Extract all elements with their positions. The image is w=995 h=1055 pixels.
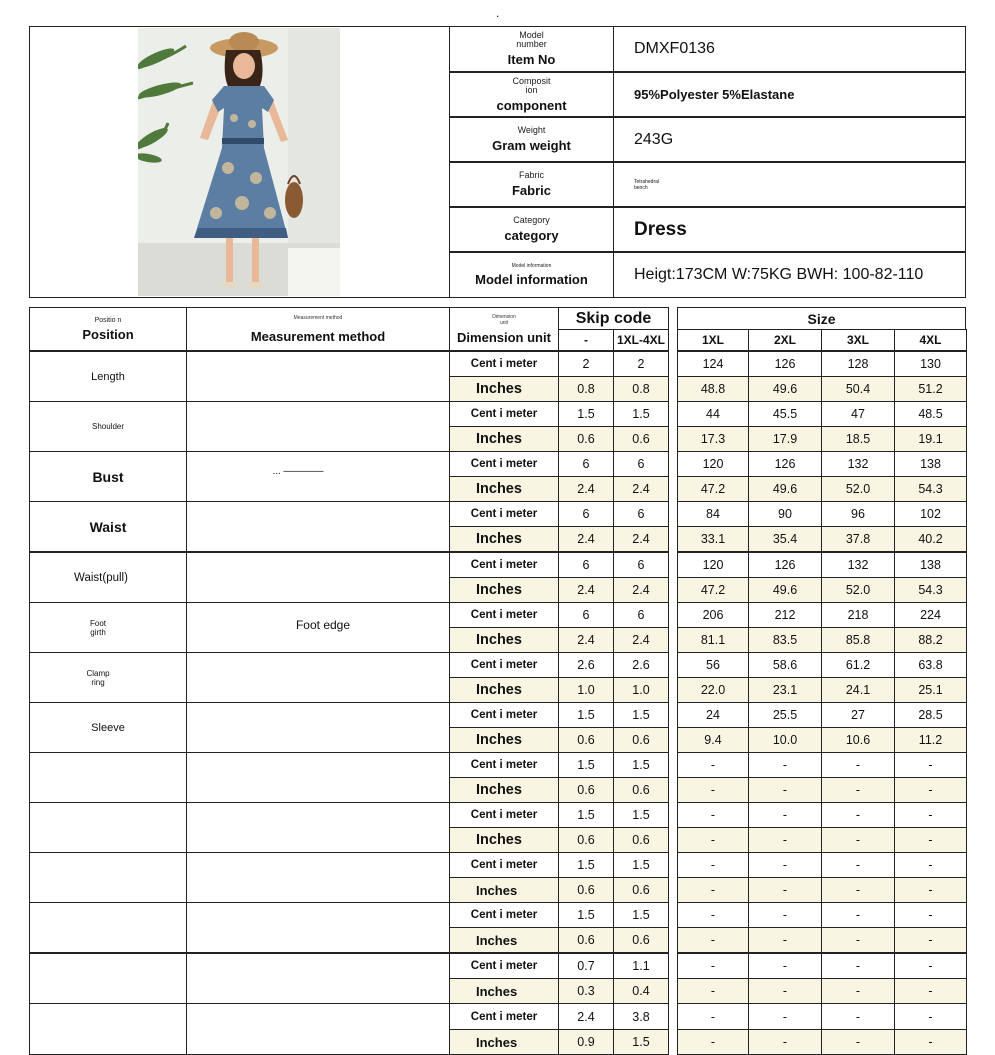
cm-value: - <box>677 953 749 979</box>
unit-inch-cell: Inches <box>449 727 559 753</box>
inch-value: 47.2 <box>677 476 749 502</box>
inch-value: 2.4 <box>558 526 614 552</box>
header-skip-code: Skip code <box>558 307 669 330</box>
inch-value: 0.3 <box>558 978 614 1004</box>
position-cell <box>29 852 187 903</box>
product-value-cell <box>613 26 966 72</box>
position-cell <box>29 401 187 452</box>
unit-inch-cell: Inches <box>449 1029 559 1055</box>
inch-value: 0.6 <box>613 426 669 452</box>
cm-value: 132 <box>821 552 895 578</box>
header-method-small: Measurement method <box>293 314 343 321</box>
header-size-col: 4XL <box>894 329 967 351</box>
unit-cm-cell: Cent i meter <box>449 451 559 477</box>
method-cell <box>186 802 450 853</box>
cm-value: 120 <box>677 552 749 578</box>
method-cell <box>186 602 450 653</box>
cm-value: - <box>894 1003 967 1030</box>
product-value-cell <box>613 207 966 252</box>
unit-cm-cell: Cent i meter <box>449 852 559 878</box>
cm-value: 1.5 <box>613 401 669 427</box>
unit-inch-cell: Inches <box>449 426 559 452</box>
method-cell <box>186 652 450 703</box>
cm-value: - <box>677 752 749 778</box>
inch-value: - <box>677 978 749 1004</box>
cm-value: - <box>894 852 967 878</box>
cm-value: - <box>748 902 822 928</box>
cm-value: 2.4 <box>558 1003 614 1030</box>
unit-cm-cell: Cent i meter <box>449 1003 559 1030</box>
inch-value: 0.6 <box>613 727 669 753</box>
inch-value: 0.6 <box>558 727 614 753</box>
inch-value: 25.1 <box>894 677 967 703</box>
inch-value: 2.4 <box>558 627 614 653</box>
inch-value: 10.0 <box>748 727 822 753</box>
inch-value: - <box>748 927 822 953</box>
unit-inch-cell: Inches <box>449 827 559 853</box>
inch-value: 52.0 <box>821 476 895 502</box>
inch-value: 11.2 <box>894 727 967 753</box>
cm-value: 2.6 <box>613 652 669 678</box>
cm-value: 6 <box>558 602 614 628</box>
cm-value: 56 <box>677 652 749 678</box>
inch-value: 17.3 <box>677 426 749 452</box>
cm-value: 58.6 <box>748 652 822 678</box>
position-cell <box>29 351 187 402</box>
cm-value: 128 <box>821 351 895 377</box>
product-label: Item No <box>507 52 556 67</box>
product-label-cell <box>449 26 614 72</box>
inch-value: 0.8 <box>558 376 614 402</box>
inch-value: - <box>748 1029 822 1055</box>
cm-value: 25.5 <box>748 702 822 728</box>
product-photo <box>138 28 340 296</box>
inch-value: - <box>677 1029 749 1055</box>
cm-value: - <box>821 1003 895 1030</box>
method-cell <box>186 752 450 803</box>
inch-value: 52.0 <box>821 577 895 603</box>
position-cell <box>29 501 187 552</box>
method-cell <box>186 852 450 903</box>
inch-value: - <box>821 827 895 853</box>
product-label: component <box>496 97 567 113</box>
product-label: Model information <box>475 272 588 287</box>
inch-value: - <box>894 1029 967 1055</box>
cm-value: 212 <box>748 602 822 628</box>
cm-value: - <box>821 852 895 878</box>
unit-inch-cell: Inches <box>449 526 559 552</box>
inch-value: 49.6 <box>748 577 822 603</box>
inch-value: 0.6 <box>613 827 669 853</box>
cm-value: - <box>821 953 895 979</box>
cm-value: 124 <box>677 351 749 377</box>
product-label-small: Category <box>513 215 550 225</box>
inch-value: 51.2 <box>894 376 967 402</box>
header-skip-col: 1XL-4XL <box>613 329 669 351</box>
product-value: Heigt:173CM W:75KG BWH: 100-82-110 <box>634 266 924 283</box>
position-label: Length <box>91 370 125 383</box>
inch-value: - <box>821 777 895 803</box>
cm-value: - <box>748 802 822 828</box>
cm-value: 0.7 <box>558 953 614 979</box>
cm-value: 28.5 <box>894 702 967 728</box>
header-method <box>186 307 450 351</box>
unit-cm-cell: Cent i meter <box>449 552 559 578</box>
inch-value: 22.0 <box>677 677 749 703</box>
header-unit <box>449 307 559 351</box>
inch-value: 19.1 <box>894 426 967 452</box>
cm-value: 126 <box>748 552 822 578</box>
method-label: ... ———— <box>272 466 324 477</box>
cm-value: 1.5 <box>558 702 614 728</box>
cm-value: - <box>677 852 749 878</box>
inch-value: - <box>677 927 749 953</box>
inch-value: 2.4 <box>613 577 669 603</box>
method-cell <box>186 451 450 502</box>
cm-value: 1.5 <box>558 752 614 778</box>
cm-value: 27 <box>821 702 895 728</box>
inch-value: - <box>821 978 895 1004</box>
cm-value: 1.5 <box>613 802 669 828</box>
inch-value: 9.4 <box>677 727 749 753</box>
cm-value: 6 <box>558 552 614 578</box>
position-label: Sleeve <box>91 721 125 734</box>
method-cell <box>186 501 450 552</box>
position-cell <box>29 702 187 753</box>
unit-inch-cell: Inches <box>449 978 559 1004</box>
product-label-cell <box>449 207 614 252</box>
position-label: Foot girth <box>89 618 106 637</box>
inch-value: 47.2 <box>677 577 749 603</box>
cm-value: 6 <box>613 501 669 527</box>
product-value-cell <box>613 117 966 162</box>
inch-value: 54.3 <box>894 577 967 603</box>
cm-value: 126 <box>748 451 822 477</box>
inch-value: 18.5 <box>821 426 895 452</box>
position-cell <box>29 802 187 853</box>
cm-value: 2 <box>613 351 669 377</box>
header-size-col: 3XL <box>821 329 895 351</box>
inch-value: 85.8 <box>821 627 895 653</box>
position-cell <box>29 902 187 953</box>
cm-value: 44 <box>677 401 749 427</box>
cm-value: 132 <box>821 451 895 477</box>
cm-value: 102 <box>894 501 967 527</box>
cm-value: - <box>748 953 822 979</box>
model-dress-illustration <box>138 28 340 296</box>
header-size-col: 2XL <box>748 329 822 351</box>
unit-inch-cell: Inches <box>449 376 559 402</box>
inch-value: 0.6 <box>558 877 614 903</box>
header-position-label: Position <box>82 326 134 342</box>
method-cell <box>186 902 450 953</box>
inch-value: 88.2 <box>894 627 967 653</box>
cm-value: 1.5 <box>558 401 614 427</box>
inch-value: 0.6 <box>558 426 614 452</box>
cm-value: - <box>748 1003 822 1030</box>
method-cell <box>186 401 450 452</box>
cm-value: 84 <box>677 501 749 527</box>
product-value: Dress <box>634 218 687 240</box>
method-label: Foot edge <box>295 617 351 632</box>
cm-value: 126 <box>748 351 822 377</box>
cm-value: 1.5 <box>613 752 669 778</box>
inch-value: - <box>821 1029 895 1055</box>
cm-value: 2 <box>558 351 614 377</box>
inch-value: 50.4 <box>821 376 895 402</box>
inch-value: 23.1 <box>748 677 822 703</box>
product-label-cell <box>449 72 614 117</box>
inch-value: - <box>677 777 749 803</box>
inch-value: 37.8 <box>821 526 895 552</box>
unit-inch-cell: Inches <box>449 677 559 703</box>
unit-inch-cell: Inches <box>449 577 559 603</box>
unit-cm-cell: Cent i meter <box>449 652 559 678</box>
position-cell <box>29 652 187 703</box>
inch-value: - <box>894 978 967 1004</box>
product-label-small: Model number <box>516 30 547 49</box>
cm-value: - <box>894 752 967 778</box>
header-size-col: 1XL <box>677 329 749 351</box>
cm-value: 3.8 <box>613 1003 669 1030</box>
inch-value: 24.1 <box>821 677 895 703</box>
inch-value: - <box>821 927 895 953</box>
product-value: 243G <box>634 130 674 148</box>
inch-value: 0.6 <box>558 777 614 803</box>
position-label: Shoulder <box>91 422 125 431</box>
inch-value: 0.6 <box>613 877 669 903</box>
inch-value: 2.4 <box>558 476 614 502</box>
inch-value: 83.5 <box>748 627 822 653</box>
method-cell <box>186 552 450 603</box>
cm-value: 61.2 <box>821 652 895 678</box>
unit-inch-cell: Inches <box>449 877 559 903</box>
header-size: Size <box>677 307 966 330</box>
cm-value: 45.5 <box>748 401 822 427</box>
unit-cm-cell: Cent i meter <box>449 953 559 979</box>
cm-value: 96 <box>821 501 895 527</box>
header-position <box>29 307 187 351</box>
inch-value: 2.4 <box>613 627 669 653</box>
product-label-small: Model information <box>511 263 552 269</box>
inch-value: 17.9 <box>748 426 822 452</box>
product-value: Tetrahedral bench <box>634 178 660 191</box>
inch-value: 0.6 <box>613 927 669 953</box>
cm-value: 120 <box>677 451 749 477</box>
inch-value: 49.6 <box>748 476 822 502</box>
inch-value: 2.4 <box>558 577 614 603</box>
cm-value: - <box>894 902 967 928</box>
unit-cm-cell: Cent i meter <box>449 702 559 728</box>
inch-value: 1.0 <box>613 677 669 703</box>
product-value-cell <box>613 252 966 298</box>
method-cell <box>186 953 450 1004</box>
position-cell <box>29 602 187 653</box>
inch-value: 0.6 <box>558 827 614 853</box>
inch-value: 0.6 <box>613 777 669 803</box>
cm-value: 1.5 <box>558 802 614 828</box>
unit-cm-cell: Cent i meter <box>449 501 559 527</box>
inch-value: 35.4 <box>748 526 822 552</box>
header-method-label: Measurement method <box>250 328 386 344</box>
inch-value: - <box>821 877 895 903</box>
cm-value: - <box>821 902 895 928</box>
position-cell <box>29 953 187 1004</box>
unit-inch-cell: Inches <box>449 927 559 953</box>
cm-value: - <box>894 953 967 979</box>
cm-value: 6 <box>558 451 614 477</box>
cm-value: 63.8 <box>894 652 967 678</box>
inch-value: 2.4 <box>613 526 669 552</box>
cm-value: 6 <box>613 552 669 578</box>
header-position-small: Positio n <box>94 316 122 324</box>
inch-value: - <box>748 827 822 853</box>
product-label-cell <box>449 252 614 298</box>
position-cell <box>29 552 187 603</box>
method-cell <box>186 1003 450 1055</box>
cm-value: 218 <box>821 602 895 628</box>
cm-value: 138 <box>894 552 967 578</box>
position-cell <box>29 752 187 803</box>
method-cell <box>186 702 450 753</box>
inch-value: - <box>894 877 967 903</box>
inch-value: - <box>894 777 967 803</box>
inch-value: 0.8 <box>613 376 669 402</box>
product-value-cell <box>613 72 966 117</box>
cm-value: - <box>677 902 749 928</box>
cm-value: 1.5 <box>613 902 669 928</box>
cm-value: 1.1 <box>613 953 669 979</box>
cm-value: 130 <box>894 351 967 377</box>
inch-value: 1.5 <box>613 1029 669 1055</box>
top-mark: . <box>496 6 500 20</box>
inch-value: 0.6 <box>558 927 614 953</box>
inch-value: 1.0 <box>558 677 614 703</box>
inch-value: - <box>677 877 749 903</box>
inch-value: - <box>677 827 749 853</box>
cm-value: 2.6 <box>558 652 614 678</box>
product-label-cell <box>449 162 614 207</box>
cm-value: 6 <box>558 501 614 527</box>
unit-inch-cell: Inches <box>449 627 559 653</box>
product-label: Fabric <box>511 183 551 198</box>
unit-inch-cell: Inches <box>449 476 559 502</box>
cm-value: 48.5 <box>894 401 967 427</box>
position-label: Clamp ring <box>86 668 110 687</box>
inch-value: 33.1 <box>677 526 749 552</box>
product-label-small: Fabric <box>518 170 544 180</box>
position-label: Bust <box>92 468 124 485</box>
inch-value: - <box>894 927 967 953</box>
inch-value: 81.1 <box>677 627 749 653</box>
header-skip-col: - <box>558 329 614 351</box>
inch-value: 54.3 <box>894 476 967 502</box>
product-value: 95%Polyester 5%Elastane <box>634 87 795 102</box>
cm-value: 6 <box>613 451 669 477</box>
product-label: Gram weight <box>492 138 571 153</box>
inch-value: 10.6 <box>821 727 895 753</box>
product-value-cell <box>613 162 966 207</box>
position-cell <box>29 451 187 502</box>
cm-value: 47 <box>821 401 895 427</box>
unit-cm-cell: Cent i meter <box>449 752 559 778</box>
inch-value: 49.6 <box>748 376 822 402</box>
cm-value: 138 <box>894 451 967 477</box>
cm-value: 1.5 <box>613 852 669 878</box>
product-value: DMXF0136 <box>634 40 715 57</box>
cm-value: - <box>748 752 822 778</box>
header-unit-label: Dimension unit <box>457 329 551 345</box>
inch-value: 2.4 <box>613 476 669 502</box>
position-label: Waist <box>89 518 127 535</box>
unit-cm-cell: Cent i meter <box>449 902 559 928</box>
unit-cm-cell: Cent i meter <box>449 602 559 628</box>
inch-value: 48.8 <box>677 376 749 402</box>
cm-value: 90 <box>748 501 822 527</box>
cm-value: - <box>677 1003 749 1030</box>
cm-value: 24 <box>677 702 749 728</box>
cm-value: 1.5 <box>558 902 614 928</box>
position-label: Waist(pull) <box>74 571 128 584</box>
inch-value: 0.9 <box>558 1029 614 1055</box>
unit-inch-cell: Inches <box>449 777 559 803</box>
inch-value: 0.4 <box>613 978 669 1004</box>
product-label: category <box>504 228 559 243</box>
header-unit-small: Dimension unit <box>492 313 516 326</box>
product-label-small: Composit ion <box>512 75 551 95</box>
cm-value: 206 <box>677 602 749 628</box>
product-label-small: Weight <box>517 125 546 135</box>
cm-value: - <box>821 752 895 778</box>
unit-cm-cell: Cent i meter <box>449 802 559 828</box>
unit-cm-cell: Cent i meter <box>449 401 559 427</box>
cm-value: 6 <box>613 602 669 628</box>
cm-value: - <box>821 802 895 828</box>
position-cell <box>29 1003 187 1055</box>
inch-value: 40.2 <box>894 526 967 552</box>
cm-value: 224 <box>894 602 967 628</box>
cm-value: - <box>677 802 749 828</box>
cm-value: - <box>894 802 967 828</box>
method-cell <box>186 351 450 402</box>
cm-value: 1.5 <box>558 852 614 878</box>
cm-value: 1.5 <box>613 702 669 728</box>
unit-cm-cell: Cent i meter <box>449 351 559 377</box>
inch-value: - <box>748 777 822 803</box>
cm-value: - <box>748 852 822 878</box>
inch-value: - <box>748 978 822 1004</box>
inch-value: - <box>894 827 967 853</box>
inch-value: - <box>748 877 822 903</box>
product-label-cell <box>449 117 614 162</box>
